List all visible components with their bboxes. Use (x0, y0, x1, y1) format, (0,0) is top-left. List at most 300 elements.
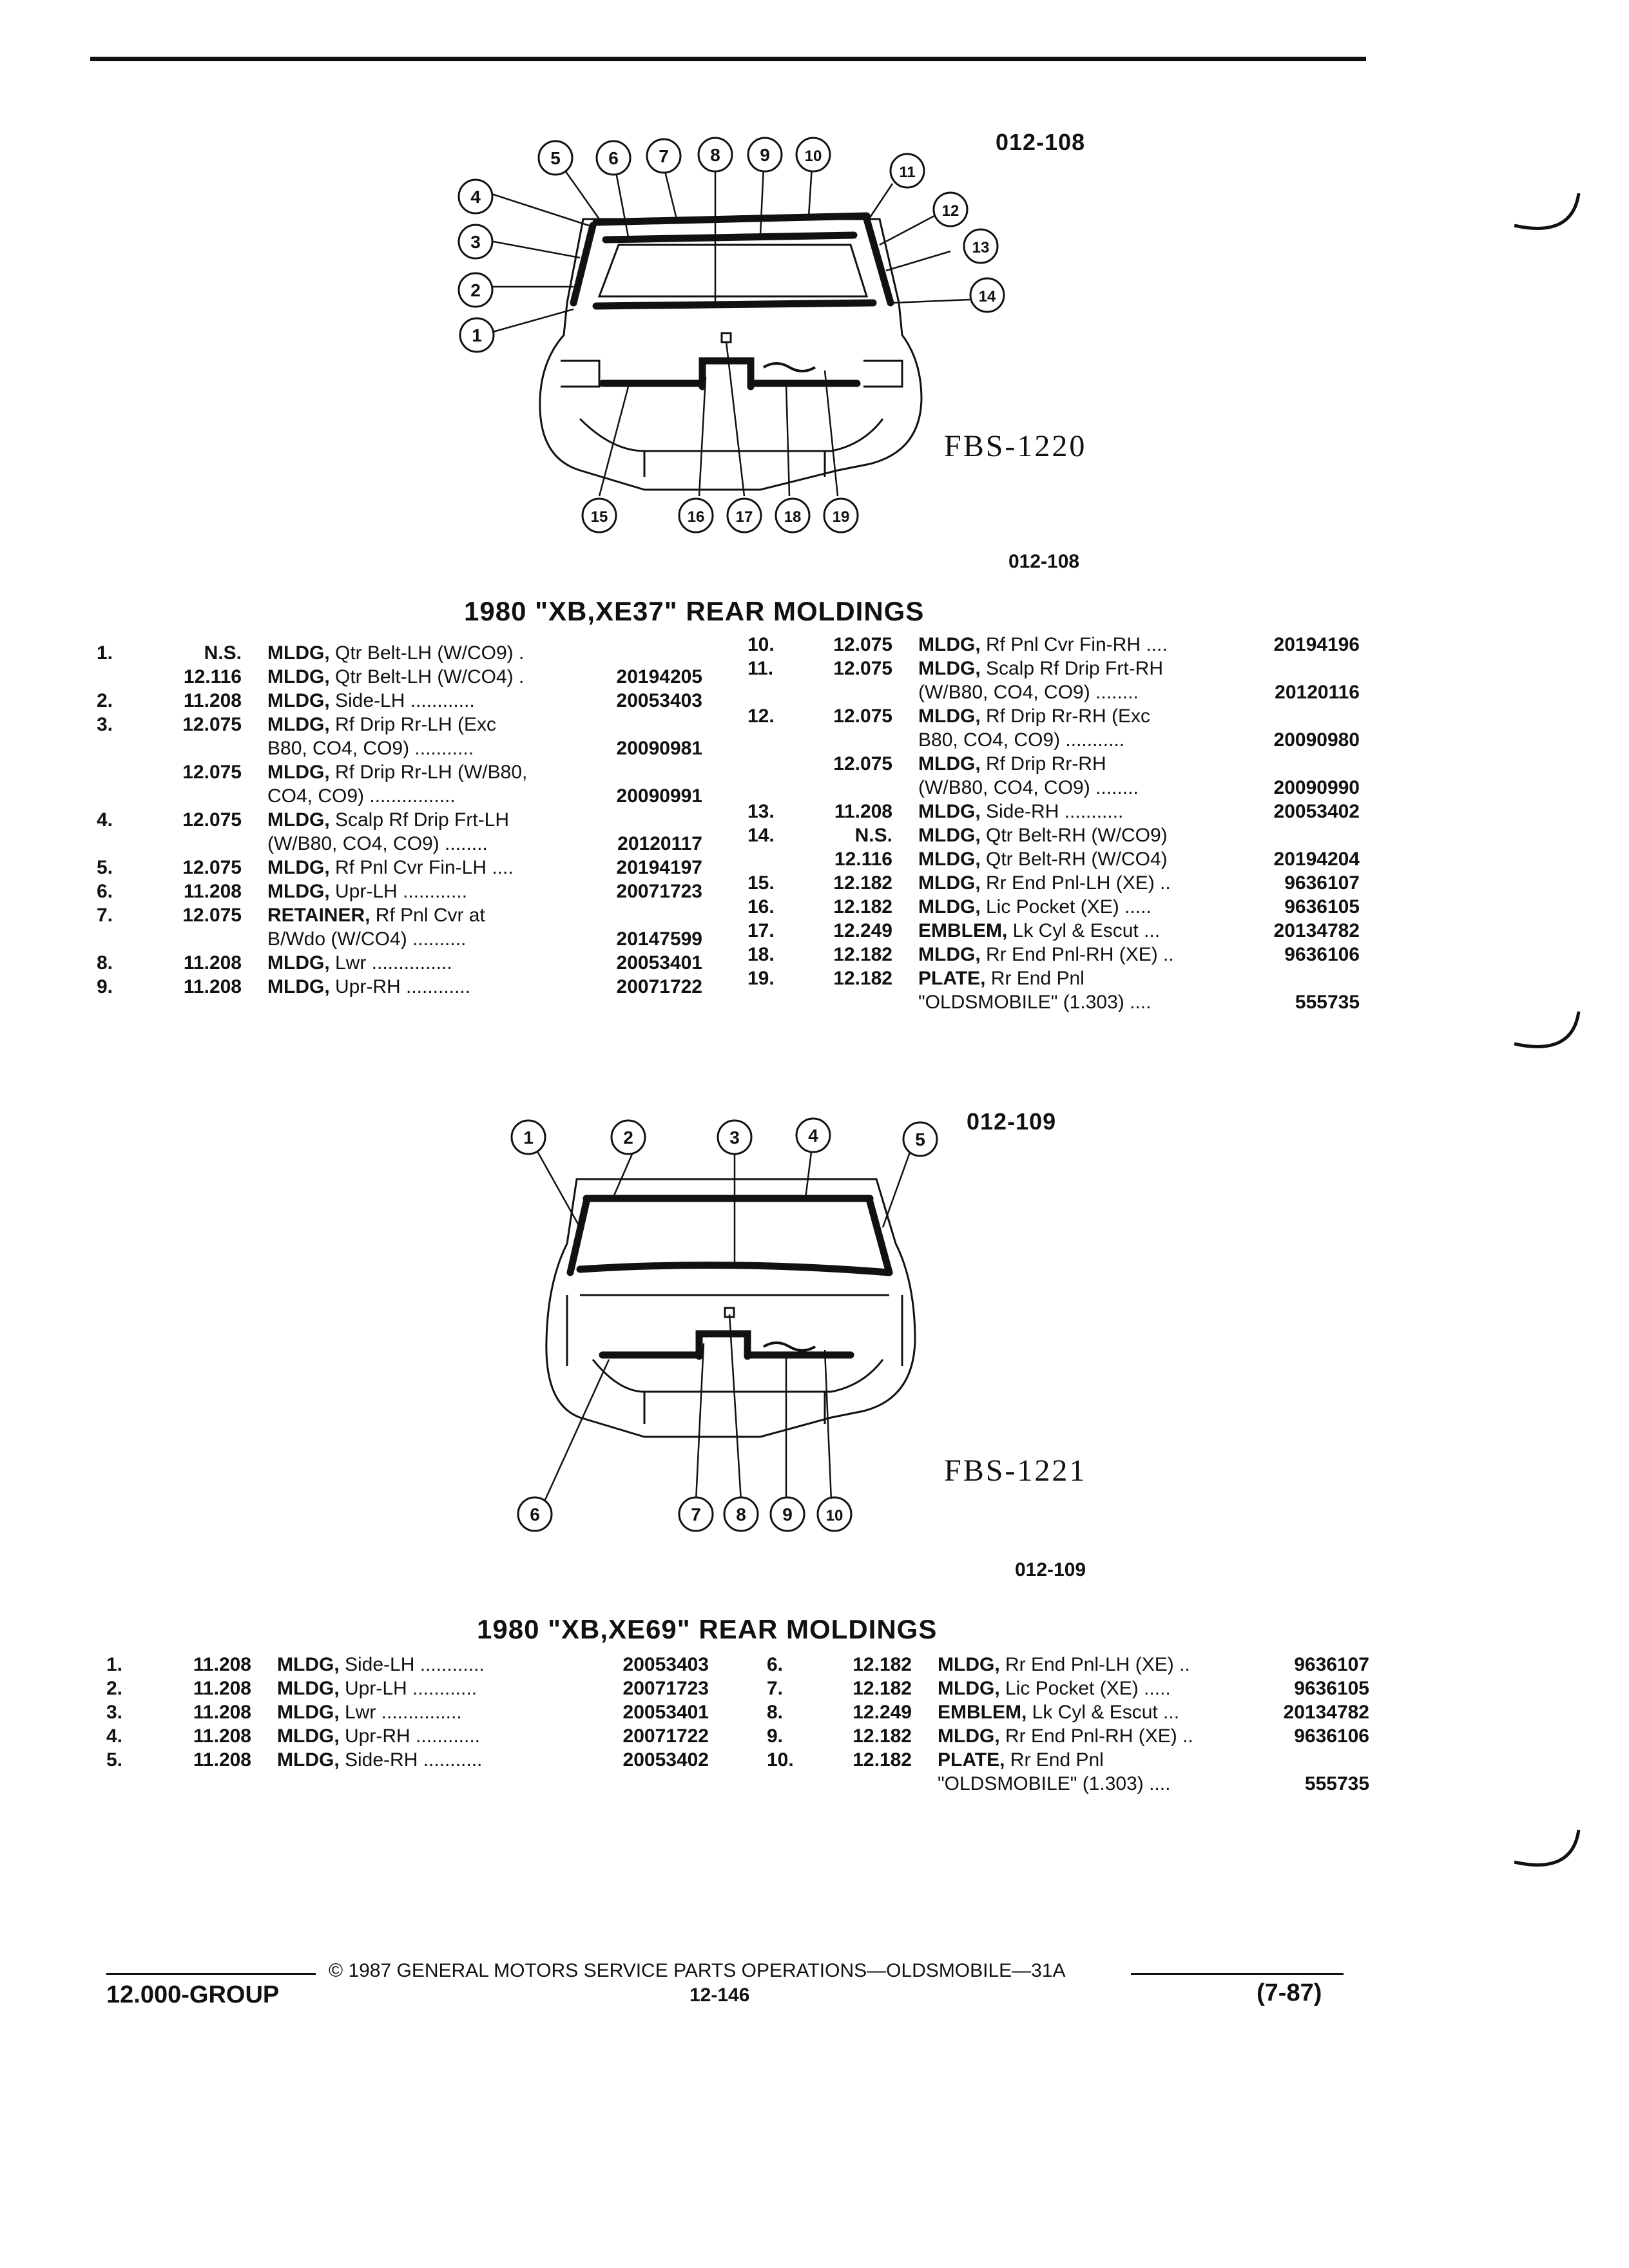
section1-left-list (97, 641, 702, 999)
list-item (767, 1724, 1369, 1748)
item-number: 7. (767, 1678, 784, 1699)
callout-label: 5 (915, 1129, 925, 1149)
group-number: 12.182 (853, 1749, 912, 1771)
part-name: PLATE, (918, 968, 986, 989)
part-description (277, 1748, 599, 1772)
callout-label: 8 (710, 145, 720, 165)
top-rule (90, 57, 1366, 61)
part-detail: Rr End Pnl (1005, 1749, 1104, 1771)
item-number (97, 784, 142, 808)
list-item (97, 927, 702, 951)
list-item (747, 823, 1360, 847)
part-number (1260, 1748, 1369, 1772)
part-detail: Scalp Rf Drip Frt-RH (980, 658, 1164, 679)
item-number (97, 736, 142, 760)
part-detail: Upr-RH ............ (329, 976, 471, 997)
figure1-code: 012-108 (996, 129, 1086, 155)
item-number: 17. (747, 920, 775, 941)
group-number (142, 927, 267, 951)
part-name: MLDG, (267, 881, 330, 902)
footer-rule-left (106, 1973, 316, 1975)
part-detail: "OLDSMOBILE" (1.303) .... (938, 1773, 1171, 1794)
group-number: 12.182 (833, 968, 892, 989)
part-detail: Rf Drip Rr-RH (Exc (980, 706, 1150, 727)
part-detail: (W/B80, CO4, CO9) ........ (918, 682, 1139, 703)
part-detail: Lic Pocket (XE) ..... (980, 896, 1152, 918)
item-number (97, 760, 142, 784)
part-number (593, 808, 702, 832)
group-number: 11.208 (193, 1702, 251, 1723)
figure2-drawing (477, 1095, 967, 1546)
part-description (918, 728, 1250, 752)
list-item (97, 879, 702, 903)
part-number: 20147599 (616, 928, 702, 950)
part-description (267, 903, 593, 927)
item-number (747, 752, 793, 776)
part-name: MLDG, (267, 809, 330, 831)
group-number: 12.075 (182, 857, 242, 878)
part-description (938, 1700, 1260, 1724)
callout-label: 2 (623, 1128, 633, 1148)
part-description (267, 808, 593, 832)
callout-label: 1 (523, 1128, 534, 1148)
part-description (267, 879, 593, 903)
callout-label: 4 (808, 1126, 818, 1146)
part-number: 20053402 (1273, 801, 1360, 822)
list-item (97, 760, 702, 784)
group-number: 12.075 (182, 905, 242, 926)
group-number: 12.075 (182, 714, 242, 735)
part-number (1250, 752, 1360, 776)
part-number: 20053401 (622, 1702, 709, 1723)
part-description (918, 704, 1250, 728)
part-number: 20071723 (616, 881, 702, 902)
list-item (767, 1772, 1369, 1796)
part-detail: Qtr Belt-LH (W/CO4) . (329, 666, 525, 687)
part-number: 20053403 (622, 1654, 709, 1675)
part-detail: B80, CO4, CO9) ........... (918, 729, 1125, 751)
part-number: 20071722 (616, 976, 702, 997)
list-item (747, 895, 1360, 919)
part-name: RETAINER, (267, 905, 371, 926)
list-item (106, 1748, 709, 1772)
callout-label: 15 (590, 508, 608, 526)
part-detail: Side-LH ............ (339, 1654, 485, 1675)
part-number: 20194204 (1273, 849, 1360, 870)
footer-date: (7-87) (1257, 1979, 1322, 2006)
part-name: MLDG, (277, 1749, 340, 1771)
part-description (277, 1724, 599, 1748)
group-number: 11.208 (183, 976, 242, 997)
list-item (747, 728, 1360, 752)
part-number: 20090991 (616, 785, 702, 807)
part-name: MLDG, (277, 1725, 340, 1747)
callout-label: 19 (832, 508, 850, 526)
part-detail: Upr-LH ............ (339, 1678, 477, 1699)
group-number: N.S. (204, 642, 242, 664)
oldsmobile-script-icon (764, 363, 815, 371)
group-number: 11.208 (193, 1725, 251, 1747)
part-description (918, 752, 1250, 776)
figure2-callouts (512, 1119, 937, 1531)
part-detail: Lk Cyl & Escut ... (1027, 1702, 1180, 1723)
list-item (767, 1653, 1369, 1677)
callout-label: 12 (941, 202, 959, 220)
item-number: 1. (97, 642, 113, 664)
list-item (97, 641, 702, 665)
group-number (812, 1772, 938, 1796)
item-number: 2. (97, 690, 113, 711)
callout-label: 9 (760, 145, 770, 165)
group-number (142, 832, 267, 856)
list-item (767, 1748, 1369, 1772)
list-item (97, 784, 702, 808)
item-number: 11. (747, 658, 774, 679)
item-number (747, 776, 793, 800)
part-detail: B/Wdo (W/CO4) .......... (267, 928, 467, 950)
part-number: 20090980 (1273, 729, 1360, 751)
part-detail: Rr End Pnl-LH (XE) .. (980, 872, 1171, 894)
part-detail: Rf Drip Rr-LH (W/B80, (329, 762, 528, 783)
part-detail: Rr End Pnl (985, 968, 1084, 989)
part-name: MLDG, (267, 666, 330, 687)
callout-label: 9 (782, 1504, 793, 1524)
part-detail: Qtr Belt-RH (W/CO4) (980, 849, 1168, 870)
part-description (918, 800, 1250, 823)
list-item (747, 704, 1360, 728)
footer-page: 12-146 (689, 1984, 750, 2006)
group-number: N.S. (854, 825, 892, 846)
group-number: 12.249 (833, 920, 892, 941)
binder-mark-2 (1508, 1005, 1585, 1076)
part-number: 9636105 (1294, 1678, 1369, 1699)
callout-label: 13 (972, 239, 990, 256)
part-name: MLDG, (918, 825, 981, 846)
part-number: 20090990 (1273, 777, 1360, 798)
part-detail: Side-LH ............ (329, 690, 475, 711)
part-number (1250, 657, 1360, 680)
part-description (267, 760, 593, 784)
part-detail: Rf Pnl Cvr at (370, 905, 485, 926)
figure1-drawing (438, 122, 1018, 548)
figure2-id: FBS-1221 (944, 1454, 1087, 1488)
item-number (97, 665, 142, 689)
part-detail: Qtr Belt-RH (W/CO9) (980, 825, 1168, 846)
part-name: MLDG, (277, 1702, 340, 1723)
callout-label: 14 (978, 288, 996, 305)
callout-label: 6 (530, 1504, 540, 1524)
callout-label: 17 (735, 508, 753, 526)
list-item (97, 903, 702, 927)
group-number (793, 728, 918, 752)
group-number: 12.182 (853, 1725, 912, 1747)
part-description (267, 856, 593, 879)
part-number: 20053401 (616, 952, 702, 974)
part-detail: Side-RH ........... (339, 1749, 483, 1771)
list-item (97, 975, 702, 999)
part-number: 9636107 (1294, 1654, 1369, 1675)
part-number (1250, 704, 1360, 728)
item-number (747, 728, 793, 752)
part-name: EMBLEM, (918, 920, 1008, 941)
part-detail: Rf Drip Rr-RH (980, 753, 1106, 774)
group-number (142, 736, 267, 760)
part-description (267, 665, 593, 689)
list-item (747, 966, 1360, 990)
part-detail: Upr-LH ............ (329, 881, 468, 902)
part-name: MLDG, (918, 753, 981, 774)
part-detail: Side-RH ........... (980, 801, 1124, 822)
list-item (106, 1700, 709, 1724)
item-number: 16. (747, 896, 775, 918)
part-detail: B80, CO4, CO9) ........... (267, 738, 474, 759)
list-item (747, 752, 1360, 776)
part-detail: "OLDSMOBILE" (1.303) .... (918, 992, 1152, 1013)
part-number (593, 903, 702, 927)
group-number: 12.249 (853, 1702, 912, 1723)
part-name: MLDG, (267, 714, 330, 735)
callout-label: 10 (804, 148, 822, 165)
part-detail: Scalp Rf Drip Frt-LH (329, 809, 510, 831)
group-number: 11.208 (193, 1749, 251, 1771)
part-name: MLDG, (267, 690, 330, 711)
part-name: MLDG, (267, 642, 330, 664)
part-name: MLDG, (938, 1725, 1000, 1747)
lower-molding (580, 1265, 889, 1273)
figure2-caption: 012-109 (1015, 1559, 1086, 1581)
part-name: MLDG, (267, 857, 330, 878)
group-number: 12.182 (853, 1678, 912, 1699)
item-number: 13. (747, 801, 775, 822)
item-number: 3. (106, 1702, 123, 1723)
callout-label: 1 (472, 325, 482, 345)
part-name: MLDG, (918, 849, 981, 870)
oldsmobile-script-icon (764, 1343, 815, 1350)
part-description (267, 975, 593, 999)
item-number: 1. (106, 1654, 123, 1675)
callout-label: 11 (899, 164, 916, 181)
part-number: 9636106 (1294, 1725, 1369, 1747)
item-number: 15. (747, 872, 775, 894)
callout-label: 7 (691, 1504, 701, 1524)
footer-copyright: © 1987 GENERAL MOTORS SERVICE PARTS OPERATIONS—OLDSMOBILE—31A (329, 1960, 1066, 1981)
part-number: 20090981 (616, 738, 702, 759)
part-description (267, 713, 593, 736)
callout-label: 18 (784, 508, 802, 526)
part-name: MLDG, (938, 1678, 1000, 1699)
part-detail: Rr End Pnl-RH (XE) .. (999, 1725, 1193, 1747)
license-pocket-molding (699, 1334, 747, 1356)
part-number: 20053403 (616, 690, 702, 711)
footer-rule-right (1131, 1973, 1344, 1975)
part-description (267, 832, 593, 856)
figure2-code: 012-109 (967, 1108, 1057, 1135)
part-number: 555735 (1304, 1773, 1369, 1794)
group-number: 12.116 (834, 849, 892, 870)
list-item (747, 657, 1360, 680)
list-item (106, 1724, 709, 1748)
group-number (142, 784, 267, 808)
item-number: 18. (747, 944, 775, 965)
item-number: 5. (106, 1749, 123, 1771)
figure1-caption: 012-108 (1008, 551, 1080, 572)
list-item (767, 1677, 1369, 1700)
group-number: 12.075 (182, 809, 242, 831)
group-number (793, 990, 918, 1014)
part-description (918, 680, 1250, 704)
item-number: 4. (97, 809, 113, 831)
item-number (97, 927, 142, 951)
part-name: MLDG, (918, 706, 981, 727)
part-description (267, 927, 593, 951)
part-description (267, 641, 593, 665)
callout-label: 8 (736, 1504, 746, 1524)
list-item (747, 800, 1360, 823)
section1-title: 1980 "XB,XE37" REAR MOLDINGS (464, 596, 925, 626)
part-name: MLDG, (918, 801, 981, 822)
callout-label: 10 (825, 1507, 843, 1524)
item-number: 10. (767, 1749, 794, 1771)
part-detail: (W/B80, CO4, CO9) ........ (267, 833, 488, 854)
callout-label: 2 (470, 280, 481, 300)
list-item (747, 919, 1360, 943)
list-item (747, 680, 1360, 704)
group-number: 12.182 (853, 1654, 912, 1675)
group-number: 11.208 (193, 1678, 251, 1699)
list-item (747, 990, 1360, 1014)
part-name: MLDG, (938, 1654, 1000, 1675)
item-number: 10. (747, 634, 775, 655)
part-number: 20053402 (622, 1749, 709, 1771)
part-number (593, 760, 702, 784)
part-description (267, 689, 593, 713)
part-description (277, 1653, 599, 1677)
binder-mark-3 (1508, 1823, 1585, 1894)
item-number: 7. (97, 905, 113, 926)
part-description (918, 966, 1250, 990)
part-number (593, 641, 702, 665)
part-detail: Upr-RH ............ (339, 1725, 481, 1747)
list-item (97, 665, 702, 689)
section2-left-list (106, 1653, 709, 1772)
item-number: 9. (97, 976, 113, 997)
list-item (106, 1653, 709, 1677)
part-description (918, 657, 1250, 680)
list-item (97, 808, 702, 832)
group-number (793, 776, 918, 800)
lock-cylinder-icon (722, 333, 731, 342)
part-name: MLDG, (267, 952, 330, 974)
part-description (918, 895, 1250, 919)
side-molding-rh (867, 219, 891, 303)
part-description (938, 1748, 1260, 1772)
group-number: 12.075 (182, 762, 242, 783)
part-description (938, 1772, 1260, 1796)
list-item (747, 943, 1360, 966)
list-item (767, 1700, 1369, 1724)
part-name: MLDG, (918, 944, 981, 965)
item-number (747, 847, 793, 871)
part-detail: (W/B80, CO4, CO9) ........ (918, 777, 1139, 798)
item-number: 19. (747, 968, 775, 989)
callout-label: 4 (470, 187, 481, 207)
list-item (97, 689, 702, 713)
part-number: 555735 (1295, 992, 1360, 1013)
group-number: 12.182 (833, 896, 892, 918)
part-name: PLATE, (938, 1749, 1005, 1771)
roof-molding-second (606, 235, 854, 240)
callout-label: 6 (608, 148, 619, 168)
part-detail: Rf Pnl Cvr Fin-RH .... (980, 634, 1168, 655)
part-name: EMBLEM, (938, 1702, 1027, 1723)
list-item (97, 713, 702, 736)
callout-label: 3 (729, 1128, 740, 1148)
part-number: 9636105 (1284, 896, 1360, 918)
item-number: 6. (767, 1654, 784, 1675)
part-number (1250, 823, 1360, 847)
part-description (918, 823, 1250, 847)
list-item (747, 847, 1360, 871)
group-number: 11.208 (834, 801, 892, 822)
part-number: 20134782 (1283, 1702, 1369, 1723)
item-number: 5. (97, 857, 113, 878)
part-detail: Rf Pnl Cvr Fin-LH .... (329, 857, 514, 878)
group-number: 12.075 (833, 706, 892, 727)
callout-label: 7 (659, 146, 669, 166)
part-description (938, 1653, 1260, 1677)
part-description (918, 633, 1250, 657)
binder-mark-1 (1508, 187, 1585, 258)
item-number: 4. (106, 1725, 123, 1747)
part-number: 9636106 (1284, 944, 1360, 965)
part-number: 20120116 (1275, 682, 1360, 703)
license-pocket-molding (702, 361, 751, 387)
group-number: 12.182 (833, 872, 892, 894)
part-description (918, 847, 1250, 871)
item-number: 6. (97, 881, 113, 902)
part-description (267, 736, 593, 760)
rear-window-frame (599, 245, 867, 296)
lower-window-molding (596, 303, 873, 306)
group-number: 12.075 (833, 753, 892, 774)
part-number (1250, 966, 1360, 990)
part-name: MLDG, (918, 896, 981, 918)
part-description (267, 784, 593, 808)
item-number: 2. (106, 1678, 123, 1699)
footer-group: 12.000-GROUP (106, 1981, 280, 2008)
item-number (767, 1772, 812, 1796)
part-description (918, 990, 1250, 1014)
part-detail: Lwr ............... (339, 1702, 462, 1723)
section1-right-list (747, 633, 1360, 1014)
part-name: MLDG, (267, 762, 330, 783)
item-number (747, 990, 793, 1014)
part-name: MLDG, (267, 976, 330, 997)
list-item (106, 1677, 709, 1700)
group-number: 11.208 (183, 952, 242, 974)
part-detail: Lic Pocket (XE) ..... (999, 1678, 1171, 1699)
item-number: 12. (747, 706, 775, 727)
group-number: 12.075 (833, 658, 892, 679)
part-number: 20194197 (616, 857, 702, 878)
group-number (793, 680, 918, 704)
part-number: 9636107 (1284, 872, 1360, 894)
part-detail: Rr End Pnl-RH (XE) .. (980, 944, 1174, 965)
part-number: 20071722 (622, 1725, 709, 1747)
part-detail: Rr End Pnl-LH (XE) .. (999, 1654, 1190, 1675)
list-item (97, 832, 702, 856)
car-body-outline (540, 219, 921, 490)
